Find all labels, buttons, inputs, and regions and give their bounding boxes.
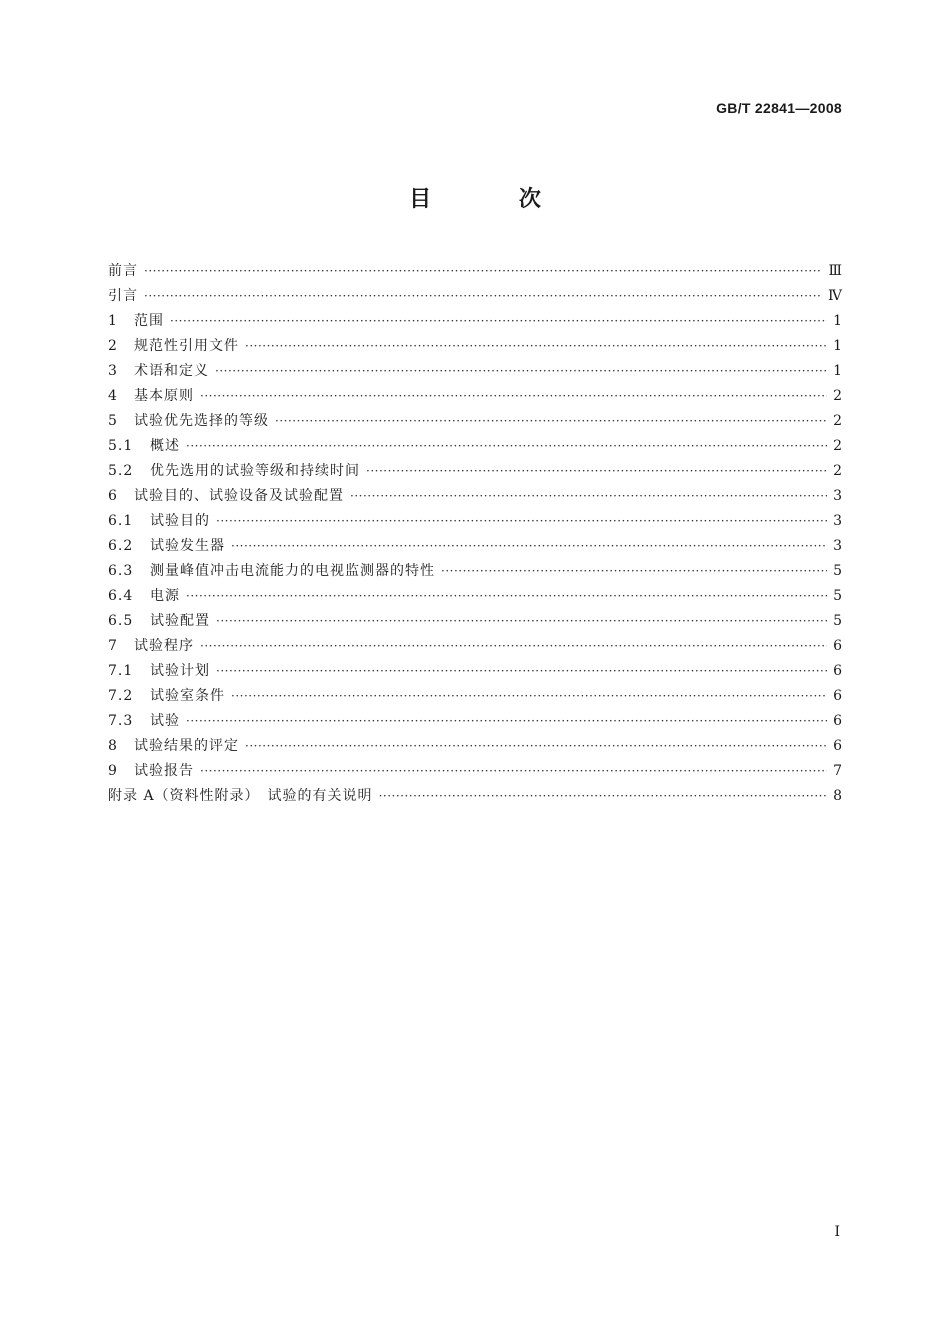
dot-leader xyxy=(350,484,827,509)
toc-entry-number: 8 xyxy=(108,738,118,754)
dot-leader xyxy=(231,534,827,559)
toc-entry-number: 4 xyxy=(108,388,118,404)
toc-entry-page: 2 xyxy=(833,388,842,404)
toc-entry-label: 前言 xyxy=(108,263,138,279)
toc-entry-label: 试验优先选择的等级 xyxy=(134,413,269,429)
toc-entry-label: 基本原则 xyxy=(134,388,194,404)
toc-entry-label: 范围 xyxy=(134,313,164,329)
toc-entry[interactable] xyxy=(108,634,842,659)
dot-leader xyxy=(200,384,827,409)
page-number: I xyxy=(834,1224,840,1240)
toc-entry-label: 规范性引用文件 xyxy=(134,338,239,354)
toc-entry-label: 试验发生器 xyxy=(150,538,225,554)
dot-leader xyxy=(186,584,827,609)
toc-entry-page: 3 xyxy=(833,488,842,504)
toc-entry-number: 7 xyxy=(108,638,118,654)
toc-entry-page: 6 xyxy=(833,738,842,754)
dot-leader xyxy=(200,634,827,659)
dot-leader xyxy=(216,609,827,634)
toc-entry[interactable] xyxy=(108,534,842,559)
toc-entry-page: 6 xyxy=(833,713,842,729)
toc-entry-page: 1 xyxy=(833,313,842,329)
toc-entry-page: 5 xyxy=(833,613,842,629)
toc-entry[interactable] xyxy=(108,759,842,784)
toc-entry-page: 2 xyxy=(833,413,842,429)
toc-entry[interactable] xyxy=(108,434,842,459)
toc-entry-number: 6.1 xyxy=(108,513,134,529)
toc-entry-label: 引言 xyxy=(108,288,138,304)
table-of-contents xyxy=(108,259,842,809)
toc-entry-label: 试验配置 xyxy=(150,613,210,629)
toc-entry-number: 5.1 xyxy=(108,438,134,454)
toc-entry-number: 5.2 xyxy=(108,463,134,479)
toc-entry-label: 术语和定义 xyxy=(134,363,209,379)
toc-entry[interactable] xyxy=(108,734,842,759)
dot-leader xyxy=(144,259,822,284)
toc-entry-page: 6 xyxy=(833,638,842,654)
toc-entry-number: 5 xyxy=(108,413,118,429)
toc-entry-label: 试验目的、试验设备及试验配置 xyxy=(134,488,344,504)
page-title: 目 次 xyxy=(409,186,581,212)
toc-entry-page: 5 xyxy=(833,563,842,579)
toc-entry-page: 3 xyxy=(833,538,842,554)
toc-entry[interactable] xyxy=(108,309,842,334)
toc-entry-number: 7.2 xyxy=(108,688,134,704)
toc-entry-page: 2 xyxy=(833,438,842,454)
dot-leader xyxy=(379,784,828,809)
toc-entry-page: 5 xyxy=(833,588,842,604)
toc-entry-page: 6 xyxy=(833,688,842,704)
toc-entry-number: 6.3 xyxy=(108,563,134,579)
toc-entry-number: 1 xyxy=(108,313,118,329)
dot-leader xyxy=(144,284,822,309)
dot-leader xyxy=(366,459,827,484)
toc-entry-page: 2 xyxy=(833,463,842,479)
toc-entry-label: 优先选用的试验等级和持续时间 xyxy=(150,463,360,479)
dot-leader xyxy=(245,334,827,359)
toc-entry[interactable] xyxy=(108,509,842,534)
toc-entry-page: 8 xyxy=(833,788,842,804)
toc-entry[interactable] xyxy=(108,334,842,359)
toc-entry-label: 概述 xyxy=(150,438,180,454)
dot-leader xyxy=(170,309,827,334)
toc-entry[interactable] xyxy=(108,609,842,634)
toc-entry-number: 6 xyxy=(108,488,118,504)
toc-entry-page: 3 xyxy=(833,513,842,529)
dot-leader xyxy=(215,359,827,384)
toc-entry-number: 9 xyxy=(108,763,118,779)
toc-entry[interactable] xyxy=(108,484,842,509)
toc-entry-label: 试验计划 xyxy=(150,663,210,679)
toc-entry-label: 试验结果的评定 xyxy=(134,738,239,754)
toc-entry-page: Ⅲ xyxy=(828,263,842,279)
toc-entry-number: 3 xyxy=(108,363,118,379)
dot-leader xyxy=(216,659,827,684)
toc-entry[interactable] xyxy=(108,784,842,809)
toc-entry-label: 试验 xyxy=(150,713,180,729)
toc-entry-number: 6.4 xyxy=(108,588,134,604)
dot-leader xyxy=(186,709,827,734)
toc-entry-number: 6.5 xyxy=(108,613,134,629)
toc-entry-number: 7.3 xyxy=(108,713,134,729)
toc-entry[interactable] xyxy=(108,684,842,709)
toc-entry-page: 6 xyxy=(833,663,842,679)
toc-entry[interactable] xyxy=(108,409,842,434)
toc-entry-number: 2 xyxy=(108,338,118,354)
toc-entry-number: 6.2 xyxy=(108,538,134,554)
toc-entry-page: 1 xyxy=(833,363,842,379)
toc-entry-label: 电源 xyxy=(150,588,180,604)
dot-leader xyxy=(441,559,827,584)
toc-entry-label: 试验目的 xyxy=(150,513,210,529)
toc-entry-page: 1 xyxy=(833,338,842,354)
dot-leader xyxy=(216,509,827,534)
toc-entry-page: 7 xyxy=(833,763,842,779)
toc-entry[interactable] xyxy=(108,284,842,309)
toc-entry-label: 测量峰值冲击电流能力的电视监测器的特性 xyxy=(150,563,435,579)
toc-entry[interactable] xyxy=(108,584,842,609)
toc-entry[interactable] xyxy=(108,709,842,734)
toc-entry[interactable] xyxy=(108,559,842,584)
dot-leader xyxy=(275,409,827,434)
dot-leader xyxy=(200,759,827,784)
toc-entry[interactable] xyxy=(108,384,842,409)
toc-entry[interactable] xyxy=(108,659,842,684)
toc-entry-label: 附录 A（资料性附录） 试验的有关说明 xyxy=(108,788,373,804)
toc-entry[interactable] xyxy=(108,259,842,284)
toc-entry-page: Ⅳ xyxy=(828,288,842,304)
toc-entry[interactable] xyxy=(108,459,842,484)
standard-code: GB/T 22841—2008 xyxy=(716,100,842,116)
dot-leader xyxy=(245,734,827,759)
toc-entry-label: 试验程序 xyxy=(134,638,194,654)
dot-leader xyxy=(186,434,827,459)
dot-leader xyxy=(231,684,827,709)
toc-entry[interactable] xyxy=(108,359,842,384)
toc-entry-label: 试验报告 xyxy=(134,763,194,779)
toc-entry-number: 7.1 xyxy=(108,663,134,679)
toc-entry-label: 试验室条件 xyxy=(150,688,225,704)
